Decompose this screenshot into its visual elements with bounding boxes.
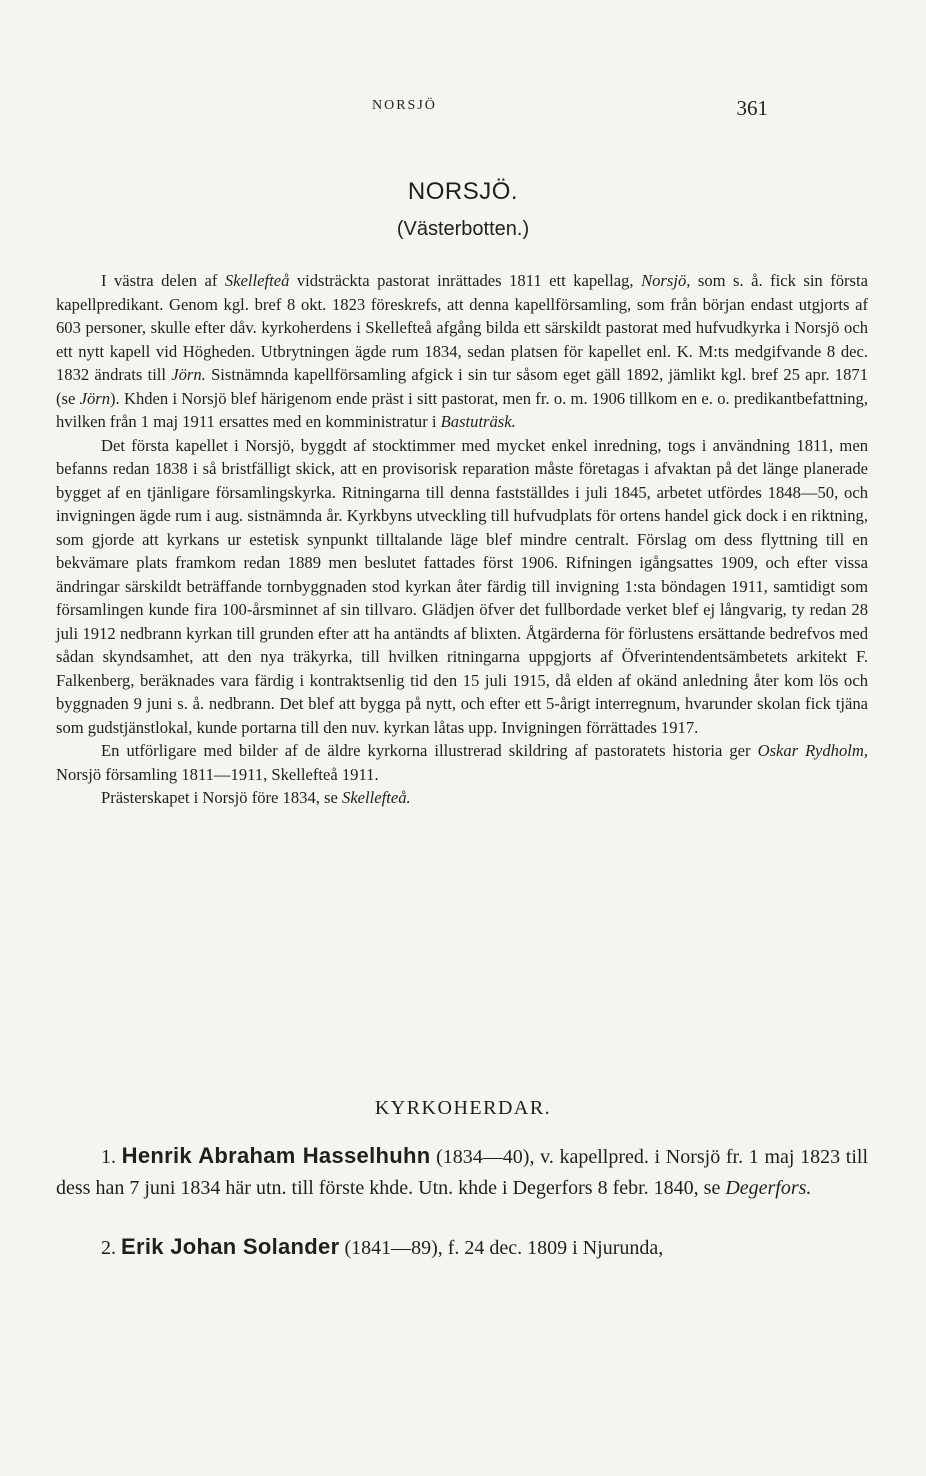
text-run: ). Khden i Norsjö blef härigenom ende präst i sitt pastorat, men fr. o. m. 1906 tillkom en e. o. predikantbefattning, hvilken från 1 maj 1911 ersattes med en komministratur i xyxy=(56,388,868,431)
italic-place: Jörn xyxy=(79,388,111,408)
running-head xyxy=(0,98,926,122)
entry-text: (1841—89), f. 24 dec. 1809 i Njurunda, xyxy=(339,1237,664,1259)
italic-place: Norsjö, xyxy=(641,271,691,290)
italic-place: Degerfors. xyxy=(725,1177,812,1199)
entry-text: (1834—40), v. kapellpred. i Norsjö fr. 1 maj 1823 till dess han 7 juni 1834 här utn. till förste khde. Utn. khde i Degerfors 8 febr. 1840, se xyxy=(56,1146,869,1199)
entry-number: 1. xyxy=(101,1146,116,1168)
paragraph-history xyxy=(56,269,868,434)
text-run: vidsträckta pastorat inrättades 1811 ett kapellag, xyxy=(289,271,642,290)
section-title: KYRKOHERDAR. xyxy=(374,1097,552,1119)
italic-place: Skellefteå. xyxy=(342,788,411,807)
vicar-entry xyxy=(56,1231,868,1264)
chapter-title: NORSJÖ. xyxy=(407,178,519,205)
entry-number: 2. xyxy=(101,1237,116,1259)
text-run: Prästerskapet i Norsjö före 1834, se xyxy=(101,788,343,807)
text-run: I västra delen af xyxy=(101,271,225,290)
text-run: Norsjö församling 1811—1911, Skellefteå 1911. xyxy=(56,764,379,784)
italic-author: Oskar Rydholm, xyxy=(757,741,868,760)
italic-place: Bastuträsk. xyxy=(440,412,516,431)
italic-place: Jörn. xyxy=(171,365,206,384)
vicar-list xyxy=(56,1140,868,1264)
vicar-entry xyxy=(56,1140,868,1204)
body-text xyxy=(56,269,868,810)
text-run: som s. å. fick sin första kapellpredikant. Genom kgl. bref 8 okt. 1823 föreskrefs, att denna kapellförsamling, som från början endast utgjorts af 603 personer, skulle efter dåv. kyrkoherdens i Skellefteå afgång bilda ett särskildt pastorat med hufvudkyrka i Norsjö och ett nytt kapell vid Högheden. Utbrytningen ägde rum 1834, sedan platsen för kapellet enl. K. M:ts medgifvande 8 dec. 1832 ändrats till xyxy=(56,271,868,384)
page-number: 361 xyxy=(736,96,768,120)
italic-place: Skellefteå xyxy=(224,271,290,290)
vicar-name: Henrik Abraham Hasselhuhn xyxy=(121,1143,431,1168)
vicar-name: Erik Johan Solander xyxy=(121,1234,340,1259)
running-title: NORSJÖ xyxy=(372,98,437,113)
paragraph-clergy-note xyxy=(56,786,868,810)
text-run: Sistnämnda kapellförsamling afgick i sin tur såsom eget gäll 1892, jämlikt kgl. bref 25 apr. 1871 (se xyxy=(56,365,868,408)
text-run: En utförligare med bilder af de äldre kyrkorna illustrerad skildring af pastoratets historia ger xyxy=(101,741,758,760)
chapter-subtitle: (Västerbotten.) xyxy=(396,218,530,240)
paragraph-reference xyxy=(56,739,868,786)
paragraph-churches: Det första kapellet i Norsjö, byggdt af stocktimmer med mycket enkel inredning, togs i användning 1811, men befanns redan 1838 i så bristfälligt skick, att en provisorisk reparation måste företagas i afvaktan på det länge planerade bygget af en tjänligare församlingskyrka. Ritningarna till denna fastställdes i juli 1845, arbetet utfördes 1848—50, och invigningen ägde rum i aug. sistnämnda år. Kyrkbyns utveckling till hufvudplats för ortens handel gick dock i en riktning, som gjorde att kyrkans ur estetisk synpunkt tilltalande läge blef mindre centralt. Förslag om dess flyttning till en bekvämare plats framkom redan 1889 men beslutet fattades först 1906. Rifningen igångsattes 1909, och efter vissa ändringar särskildt beträffande tornbyggnaden stod kyrkan åter färdig till invigning 1:sta böndagen 1911, samtidigt som församlingen kunde fira 100-årsminnet af sin tillvaro. Glädjen öfver det fullbordade verket blef ej långvarig, ty redan 28 juli 1912 nedbrann kyrkan till grunden efter att ha antändts af blixten. Åtgärderna för förlustens ersättande bedrefvos med sådan skyndsamhet, att den nya träkyrka, till hvilken ritningarna uppgjorts af Öfverintendentsämbetets arkitekt F. Falkenberg, beräknades vara färdig i kontraktsenlig tid den 15 juli 1915, då elden af okänd anledning åter kom lös och byggnaden 9 juni s. å. nedbrann. Det blef att bygga på nytt, och efter ett 5-årigt interregnum, hvarunder skolan fick tjäna som gudstjänstlokal, kunde portarna till den nuv. kyrkan låtas upp. Invigningen förrättades 1917. xyxy=(56,435,868,737)
